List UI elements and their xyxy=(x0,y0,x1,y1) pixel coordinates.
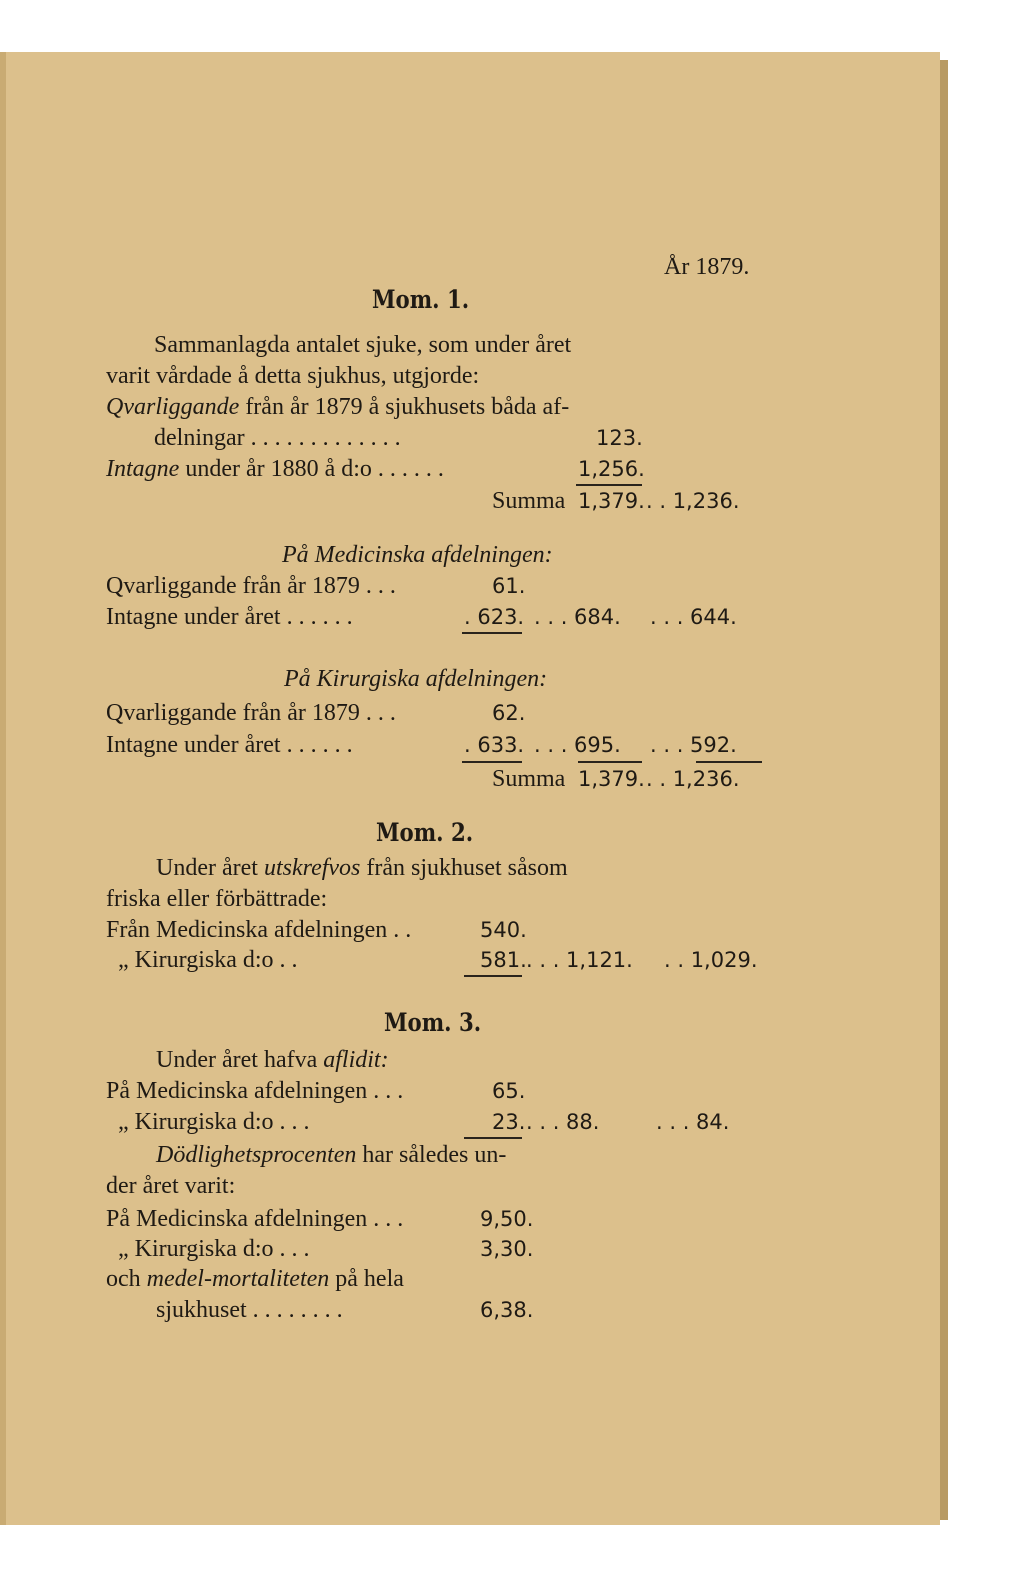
mom1-summa-label: Summa xyxy=(492,488,566,514)
mom3-kir-value: 23. xyxy=(492,1110,526,1134)
mom3-line1-a: Under året hafva xyxy=(156,1047,324,1073)
mom2-line1-a: Under året xyxy=(156,855,264,881)
mom3-sjukhuset-value: 6,38. xyxy=(480,1298,534,1322)
mom3-dod-rest: har således un- xyxy=(356,1142,507,1168)
sum-rule xyxy=(462,632,522,634)
kirurgiska-title: På Kirurgiska afdelningen: xyxy=(284,666,548,692)
mom1-summa2-compare: . . 1,236. xyxy=(646,767,740,791)
mom1-intro-line2: varit vårdade å detta sjukhus, utgjorde: xyxy=(106,363,480,389)
mom1-qvar-italic: Qvarliggande xyxy=(106,394,240,420)
mom1-summa-compare: . . 1,236. xyxy=(646,489,740,513)
sum-rule xyxy=(464,1137,522,1139)
medicinska-compare: . . . 644. xyxy=(650,605,737,629)
page-sheet xyxy=(0,52,940,1525)
mom3-med-value: 65. xyxy=(492,1079,526,1103)
medicinska-qvar-label: Qvarliggande från år 1879 . . . xyxy=(106,573,396,599)
mom1-intro-line1: Sammanlagda antalet sjuke, som under året xyxy=(154,332,572,358)
mom2-line1 xyxy=(156,854,568,882)
kirurgiska-qvar-label: Qvarliggande från år 1879 . . . xyxy=(106,700,396,726)
mom2-compare: . . 1,029. xyxy=(664,948,758,972)
sum-rule xyxy=(462,761,522,763)
sum-rule xyxy=(578,761,642,763)
mom2-kir-label: „ Kirurgiska d:o . . xyxy=(118,947,298,973)
mom1-qvar-line1 xyxy=(106,393,569,421)
mom2-line1-b: från sjukhuset såsom xyxy=(360,855,568,881)
mom3-och-b: på hela xyxy=(329,1266,404,1292)
kirurgiska-qvar-value: 62. xyxy=(492,701,526,725)
mom1-summa2-label: Summa xyxy=(492,766,566,792)
sum-rule xyxy=(464,975,522,977)
mom1-summa-value: 1,379. xyxy=(578,489,645,513)
kirurgiska-intagne-value: . 633. xyxy=(464,733,525,757)
medicinska-title: På Medicinska afdelningen: xyxy=(282,542,553,568)
page-edge xyxy=(940,60,948,1520)
mom3-heading: Mom. 3. xyxy=(384,1008,482,1037)
mom1-intagne-italic: Intagne xyxy=(106,456,180,482)
mom1-qvar-rest: från år 1879 å sjukhusets båda af- xyxy=(239,394,570,420)
mom3-kir-pct-label: „ Kirurgiska d:o . . . xyxy=(118,1236,310,1262)
mom3-line1 xyxy=(156,1046,389,1074)
mom2-kir-value: 581. xyxy=(480,948,527,972)
medicinska-total: . . . 684. xyxy=(534,605,621,629)
mom3-line1-italic: aflidit: xyxy=(323,1047,389,1073)
medicinska-intagne-value: . 623. xyxy=(464,605,525,629)
mom3-och-italic: medel-mortaliteten xyxy=(146,1266,330,1292)
mom1-intagne-line xyxy=(106,455,444,483)
mom1-intagne-value: 1,256. xyxy=(578,457,645,481)
mom2-line2: friska eller förbättrade: xyxy=(106,886,328,912)
mom3-dod-line2: der året varit: xyxy=(106,1173,236,1199)
mom3-och-a: och xyxy=(106,1266,147,1292)
sum-rule xyxy=(576,484,642,486)
mom2-med-value: 540. xyxy=(480,918,527,942)
mom2-line1-italic: utskrefvos xyxy=(263,855,361,881)
medicinska-intagne-label: Intagne under året . . . . . . xyxy=(106,604,353,630)
mom3-kir-pct-value: 3,30. xyxy=(480,1237,534,1261)
sum-rule xyxy=(696,761,762,763)
kirurgiska-intagne-label: Intagne under året . . . . . . xyxy=(106,732,353,758)
year-header: År 1879. xyxy=(664,254,750,280)
mom2-med-label: Från Medicinska afdelningen . . xyxy=(106,917,412,943)
kirurgiska-compare: . . . 592. xyxy=(650,733,737,757)
mom3-dod-italic: Dödlighetsprocenten xyxy=(156,1142,357,1168)
mom1-summa2-value: 1,379. xyxy=(578,767,645,791)
mom3-och-line xyxy=(106,1265,404,1293)
mom2-total: . . . 1,121. xyxy=(526,948,633,972)
mom3-kir-label: „ Kirurgiska d:o . . . xyxy=(118,1109,310,1135)
mom3-compare: . . . 84. xyxy=(656,1110,730,1134)
mom2-heading: Mom. 2. xyxy=(376,818,474,847)
kirurgiska-total: . . . 695. xyxy=(534,733,621,757)
mom1-intagne-rest: under år 1880 å d:o . . . . . . xyxy=(179,456,444,482)
mom3-med-label: På Medicinska afdelningen . . . xyxy=(106,1078,404,1104)
mom3-med-pct-label: På Medicinska afdelningen . . . xyxy=(106,1206,404,1232)
mom1-qvar-line2: delningar . . . . . . . . . . . . . xyxy=(154,425,401,451)
page-spine xyxy=(0,52,6,1525)
mom1-heading: Mom. 1. xyxy=(372,285,470,314)
medicinska-qvar-value: 61. xyxy=(492,574,526,598)
mom3-total: . . . 88. xyxy=(526,1110,600,1134)
mom3-sjukhuset-label: sjukhuset . . . . . . . . xyxy=(156,1297,343,1323)
mom3-med-pct-value: 9,50. xyxy=(480,1207,534,1231)
mom1-qvar-value: 123. xyxy=(596,426,643,450)
mom3-dod-line1 xyxy=(156,1141,506,1169)
